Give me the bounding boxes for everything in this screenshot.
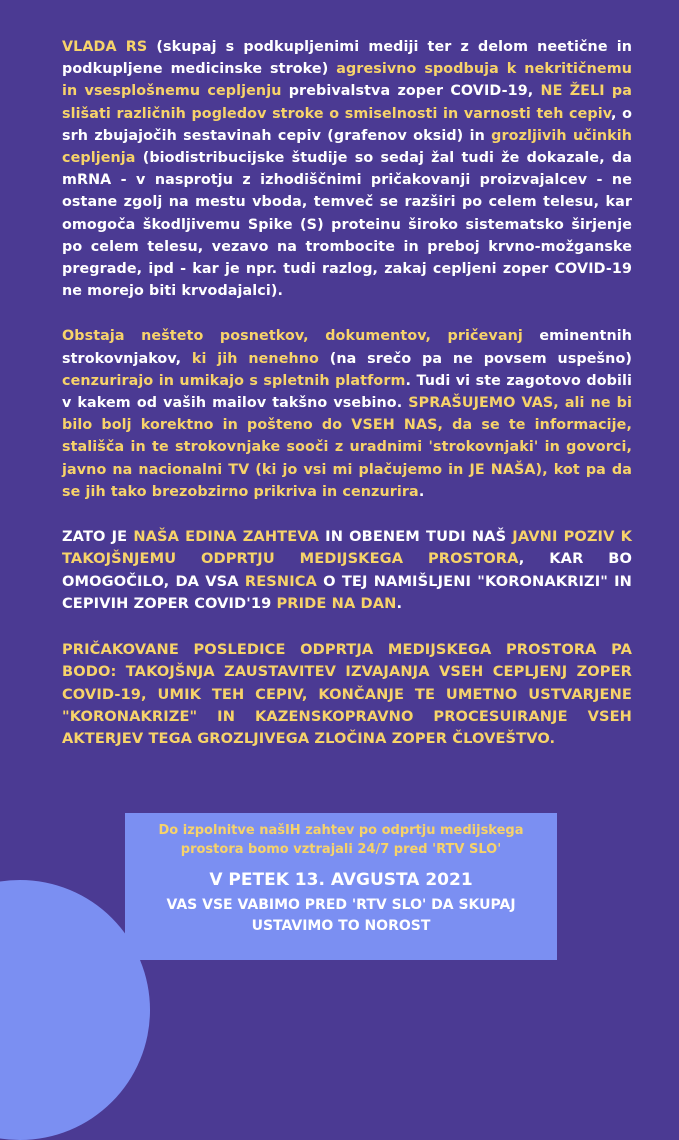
body-text: prebivalstva zoper COVID-19, xyxy=(281,83,541,100)
body-text: ZATO JE xyxy=(62,528,134,546)
highlighted-text: JAVNI POZIV K TAKOJŠNJEMU ODPRTJU MEDIJSKEGA PROSTORA xyxy=(62,528,632,568)
body-text: (biodistribucijske študije so sedaj žal tudi že dokazale, da mRNA - v nasprotju z izhodiščnimi pričakovanji proizvajalcev - ne ostane zgolj na mestu vboda, temveč se razširi po celem telesu, kar omogoča škodljivemu Spike (S) proteinu široko sistematsko širjenje po celem telesu, vezavo na trombocite in preboj krvno-možganske pregrade, ipd - kar je npr. tudi razlog, zakaj cepljeni zoper COVID-19 ne morejo biti krvodajalci). xyxy=(62,150,632,300)
body-text: IN OBENEM TUDI NAŠ xyxy=(319,528,513,546)
paragraph-demand xyxy=(62,526,632,616)
highlighted-text: NE ŽELI pa slišati različnih pogledov stroke o smiselnosti in varnosti teh cepiv xyxy=(62,83,632,122)
highlighted-text: agresivno spodbuja k nekritičnemu in vsesplošnemu cepljenju xyxy=(62,61,632,100)
highlighted-text: PRIDE NA DAN xyxy=(276,595,397,613)
body-text: . Tudi vi ste zagotovo dobili v kakem od vaših mailov takšno vsebino. xyxy=(62,372,632,412)
highlighted-text: SPRAŠUJEMO VAS, ali ne bi bilo bolj korektno in pošteno do VSEH NAS, da se te informacije, stališča in te strokovnjake sooči z uradnimi 'strokovnjaki' in govorci, javno na nacionalni TV (ki jo vsi mi plačujemo in JE NAŠA), kot pa da se jih tako brezobzirno prikriva in cenzurira xyxy=(62,395,632,500)
body-text: , o srh zbujajočih sestavinah cepiv (grafenov oksid) in xyxy=(62,105,633,144)
event-date: V PETEK 13. AVGUSTA 2021 xyxy=(209,870,473,890)
event-banner xyxy=(125,813,557,960)
body-text: O TEJ NAMIŠLJENI "KORONAKRIZI" IN CEPIVIH ZOPER COVID'19 xyxy=(62,572,632,613)
highlighted-text: VLADA RS xyxy=(62,39,148,55)
highlighted-text: PRIČAKOVANE POSLEDICE ODPRTJA MEDIJSKEGA PROSTORA PA BODO: xyxy=(62,640,632,681)
highlighted-text: cenzurirajo in umikajo s spletnih platform xyxy=(62,372,406,389)
body-text: , KAR BO OMOGOČILO, DA VSA xyxy=(62,550,632,590)
banner-note: Do izpolnitve našIH zahtev po odprtju medijskega prostora bomo vztrajali 24/7 pred 'RTV SLO' xyxy=(158,823,524,857)
paragraph-censorship xyxy=(62,325,632,503)
body-text: eminentnih strokovnjakov, xyxy=(62,328,632,367)
body-text: . xyxy=(418,483,425,500)
highlighted-text: ki jih nenehno xyxy=(191,350,319,367)
paragraph-government-vaccination xyxy=(62,36,632,302)
event-invitation: VAS VSE VABIMO PRED 'RTV SLO' DA SKUPAJ USTAVIMO TO NOROST xyxy=(166,897,516,934)
body-text: (skupaj s podkupljenimi mediji ter z delom neetične in podkupljene medicinske stroke) xyxy=(62,39,632,78)
highlighted-text: NAŠA EDINA ZAHTEVA xyxy=(133,528,320,546)
body-text: (na srečo pa ne povsem uspešno) xyxy=(318,350,633,367)
highlighted-text: grozljivih učinkih cepljenja xyxy=(62,127,632,167)
highlighted-text: TAKOJŠNJA ZAUSTAVITEV IZVAJANJA VSEH CEPLJENJ ZOPER COVID-19, UMIK TEH CEPIV, KONČANJE TE UMETNO USTVARJENE "KORONAKRIZE" IN KAZENSKOPRAVNO PROCESUIRANJE VSEH AKTERJEV TEGA GROZLJIVEGA ZLOČINA ZOPER ČLOVEŠTVO. xyxy=(62,663,632,748)
highlighted-text: RESNICA xyxy=(244,572,317,590)
paragraph-consequences xyxy=(62,639,632,751)
article-body xyxy=(62,36,632,751)
highlighted-text: Obstaja nešteto posnetkov, dokumentov, pričevanj xyxy=(62,328,523,345)
body-text: . xyxy=(396,595,403,613)
